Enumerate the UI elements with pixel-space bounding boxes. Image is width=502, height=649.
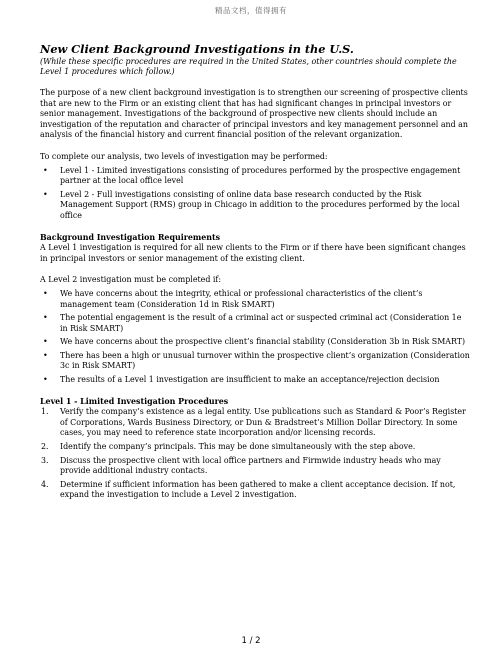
levels-intro: To complete our analysis, two levels of investigation may be performed: [40, 151, 328, 161]
levels-list [40, 166, 470, 222]
list-item: • We have concerns about the integrity, ethical or professional characteristics of the client’s management team (Consideration 1d in Risk SMART) [43, 288, 423, 309]
bullet-icon: • [43, 288, 48, 298]
document-subtitle: (While these specific procedures are required in the United States, other countries should complete the Level 1 procedures which follow.) [40, 57, 457, 76]
list-item: 4. Determine if sufficient information has been gathered to make a client acceptance decision. If not, expand the investigation to include a Level 2 investigation. [41, 479, 456, 500]
requirements-heading: Background Investigation Requirements [40, 232, 221, 242]
bullet-icon: • [43, 313, 48, 323]
list-item: • The results of a Level 1 investigation are insufficient to make an acceptance/rejection decision [43, 375, 440, 385]
page-number: 1 / 2 [241, 636, 261, 646]
document-body [40, 43, 470, 501]
list-item: 2. Identify the company’s principals. This may be done simultaneously with the step above. [41, 442, 416, 452]
level2-intro: A Level 2 investigation must be completed if: [40, 275, 221, 285]
bullet-icon: • [43, 350, 48, 360]
bullet-icon: • [43, 165, 48, 175]
bullet-icon: • [43, 189, 48, 199]
requirements-text: A Level 1 investigation is required for all new clients to the Firm or if there have been significant changes in principal investors or senior management of the existing client. [40, 243, 466, 263]
level1-heading: Level 1 - Limited Investigation Procedures [40, 396, 229, 406]
document-title: New Client Background Investigations in the U.S. [40, 42, 354, 56]
intro-paragraph: The purpose of a new client background investigation is to strengthen our screening of prospective clients that are new to the Firm or an existing client that has had significant changes in principal investors or senior management. Investigations of the background of prospective new clients should include an investigation of the reputation and character of principal investors and key management personnel and an analysis of the financial history and current financial position of the relevant organization. [40, 88, 468, 140]
list-item: • Level 2 - Full investigations consisting of online data base research conducted by the Risk Management Support (RMS) group in Chicago in addition to the procedures performed by the local office [43, 189, 460, 220]
list-item: 1. Verify the company’s existence as a legal entity. Use publications such as Standard & Poor’s Register of Corporations, Wards Business Directory, or Dun & Bradstreet’s Million Dollar Directory. In some cases, you may need to reference state incorporation and/or licensing records. [41, 407, 466, 438]
header-watermark: 精品文档，值得拥有 [215, 6, 287, 15]
bullet-icon: • [43, 375, 48, 385]
list-item: • We have concerns about the prospective client’s financial stability (Consideration 3b in Risk SMART) [43, 337, 466, 347]
level1-steps-list [40, 407, 470, 501]
list-item: 3. Discuss the prospective client with local office partners and Firmwide industry heads who may provide additional industry contacts. [41, 455, 441, 476]
list-item: • The potential engagement is the result of a criminal act or suspected criminal act (Consideration 1e in Risk SMART) [43, 313, 462, 333]
list-item: • There has been a high or unusual turnover within the prospective client’s organization (Consideration 3c in Risk SMART) [43, 350, 470, 371]
level2-conditions-list [40, 289, 470, 386]
list-item: • Level 1 - Limited investigations consisting of procedures performed by the prospective engagement partner at the local office level [43, 165, 461, 186]
bullet-icon: • [43, 337, 48, 347]
